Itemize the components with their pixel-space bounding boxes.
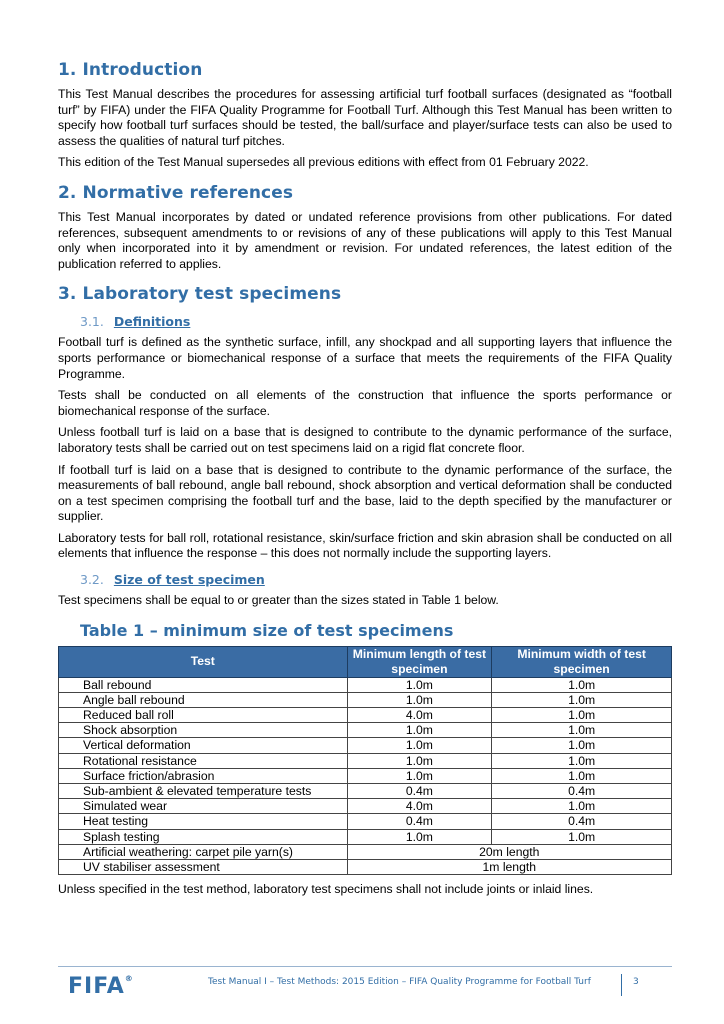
table-row [59,738,672,753]
test-name-cell: Vertical deformation [59,738,348,753]
min-width-cell: 1.0m [492,738,672,753]
table-row [59,814,672,829]
table-row [59,753,672,768]
min-length-cell: 0.4m [347,814,492,829]
table-row [59,829,672,844]
table-row [59,860,672,875]
document-page [58,60,672,904]
section-laboratory-test-specimens [58,284,672,898]
test-name-cell: Heat testing [59,814,348,829]
heading-normative-references: 2. Normative references [58,182,294,203]
min-length-cell: 1.0m [347,723,492,738]
test-name-cell: Angle ball rebound [59,692,348,707]
table-row [59,799,672,814]
fifa-logo [68,974,134,999]
min-width-cell: 1.0m [492,753,672,768]
test-name-cell: Splash testing [59,829,348,844]
table-row [59,708,672,723]
subheading-number: 3.1. [80,314,104,330]
min-length-cell: 1.0m [347,829,492,844]
table-header-row [59,646,672,677]
test-name-cell: Rotational resistance [59,753,348,768]
column-header-test: Test [59,646,348,677]
test-name-cell: Sub-ambient & elevated temperature tests [59,784,348,799]
paragraph: Football turf is defined as the synthetic surface, infill, any shockpad and all supporting layers that influence the sports performance or biomechanical response of a surface that meets the requirements of the FIFA Quality Programme. [58,335,672,381]
table-row [59,784,672,799]
test-name-cell: Simulated wear [59,799,348,814]
min-length-cell: 4.0m [347,799,492,814]
table-title: Table 1 – minimum size of test specimens [80,620,454,640]
table-note: Unless specified in the test method, laboratory test specimens shall not include joints or inlaid lines. [58,882,594,897]
min-width-cell: 1.0m [492,708,672,723]
page-number: 3 [633,977,639,987]
subheading-size-of-test-specimen [80,572,672,587]
min-width-cell: 0.4m [492,784,672,799]
specimen-size-table [58,646,672,876]
test-name-cell: Reduced ball roll [59,708,348,723]
test-name-cell: UV stabiliser assessment [59,860,348,875]
min-width-cell: 1.0m [492,799,672,814]
table-row [59,768,672,783]
column-header-min-length: Minimum length of test specimen [347,646,492,677]
table-row [59,677,672,692]
page-footer [58,966,672,1006]
table-row [59,723,672,738]
heading-laboratory-test-specimens: 3. Laboratory test specimens [58,284,342,305]
test-name-cell: Artificial weathering: carpet pile yarn(s) [59,844,348,859]
min-width-cell: 1.0m [492,692,672,707]
column-header-min-width: Minimum width of test specimen [492,646,672,677]
section-introduction [58,60,672,171]
heading-introduction: 1. Introduction [58,60,203,80]
subheading-label: Size of test specimen [113,572,265,588]
logo-text: FIFA [68,974,125,999]
subheading-label: Definitions [113,314,191,330]
size-cell: 1m length [347,860,671,875]
min-length-cell: 1.0m [347,753,492,768]
footer-title: Test Manual I – Test Methods: 2015 Edition – FIFA Quality Programme for Football Turf [208,977,591,987]
test-name-cell: Surface friction/abrasion [59,768,348,783]
registered-mark: ® [124,974,134,983]
paragraph: This edition of the Test Manual supersedes all previous editions with effect from 01 February 2022. [58,155,589,170]
subheading-number: 3.2. [80,572,104,588]
min-length-cell: 1.0m [347,738,492,753]
section-normative-references [58,183,672,272]
size-cell: 20m length [347,844,671,859]
footer-divider [58,966,672,967]
test-name-cell: Ball rebound [59,677,348,692]
min-width-cell: 1.0m [492,723,672,738]
paragraph: This Test Manual incorporates by dated or undated reference provisions from other publications. For dated references, subsequent amendments to or revisions of any of these publications will apply to this Test Manual only when incorporated into it by amendment or revision. For undated references, the latest edition of the publication referred to applies. [58,209,672,271]
paragraph: If football turf is laid on a base that is designed to contribute to the dynamic performance of the surface, the measurements of ball rebound, angle ball rebound, shock absorption and vertical deformation shall be conducted on a test specimen comprising the football turf and the base, laid to the depth specified by the manufacturer or supplier. [58,462,672,524]
min-length-cell: 0.4m [347,784,492,799]
test-name-cell: Shock absorption [59,723,348,738]
subheading-definitions [80,314,672,329]
paragraph: Test specimens shall be equal to or greater than the sizes stated in Table 1 below. [58,593,499,608]
min-width-cell: 1.0m [492,768,672,783]
paragraph: Unless football turf is laid on a base that is designed to contribute to the dynamic performance of the surface, laboratory tests shall be carried out on test specimens laid on a rigid flat concrete floor. [58,425,672,455]
min-width-cell: 1.0m [492,829,672,844]
min-width-cell: 0.4m [492,814,672,829]
paragraph: This Test Manual describes the procedures for assessing artificial turf football surfaces (designated as “football turf” by FIFA) under the FIFA Quality Programme for Football Turf. Although this Test Manual has been written to specify how football turf surfaces should be tested, the ball/surface and player/surface tests can also be used to assess the qualities of natural turf pitches. [58,87,672,148]
footer-separator [621,974,622,996]
min-width-cell: 1.0m [492,677,672,692]
min-length-cell: 4.0m [347,708,492,723]
table-row [59,844,672,859]
table-row [59,692,672,707]
min-length-cell: 1.0m [347,768,492,783]
paragraph: Tests shall be conducted on all elements of the construction that influence the sports performance or biomechanical response of the surface. [58,388,672,418]
min-length-cell: 1.0m [347,677,492,692]
paragraph: Laboratory tests for ball roll, rotational resistance, skin/surface friction and skin abrasion shall be conducted on all elements that influence the response – this does not normally include the supporting layers. [58,530,672,561]
min-length-cell: 1.0m [347,692,492,707]
